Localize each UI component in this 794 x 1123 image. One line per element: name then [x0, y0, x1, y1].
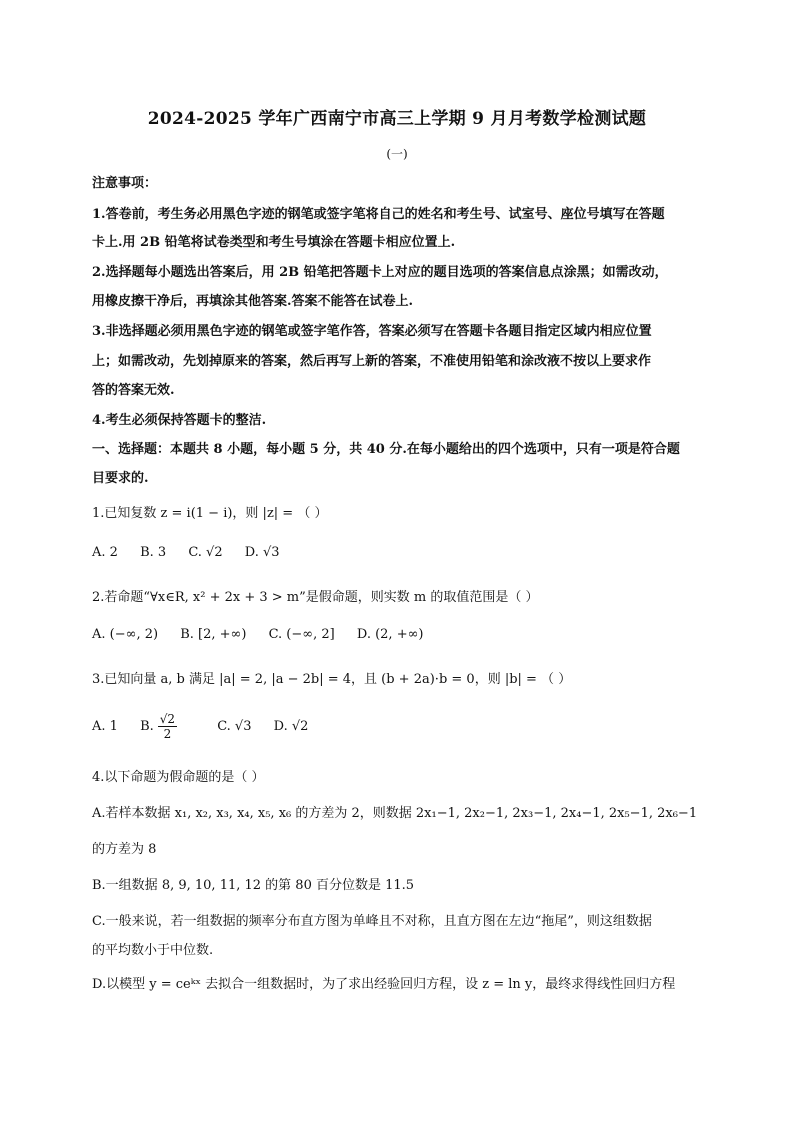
question-2-stem: 2.若命题“∀x∈R, x² + 2x + 3 > m”是假命题，则实数 m 的取值范围是（ ） — [92, 590, 539, 605]
question-3-option-b-fraction — [158, 712, 177, 741]
question-4-option-b: B.一组数据 8, 9, 10, 11, 12 的第 80 百分位数是 11.5 — [92, 878, 415, 893]
note-3-line-1: 3.非选择题必须用黑色字迹的钢笔或签字笔作答，答案必须写在答题卡各题目指定区域内相应位置 — [92, 324, 652, 339]
question-1-option-c: C. √2 — [188, 545, 223, 560]
note-1-line-2: 卡上.用 2B 铅笔将试卷类型和考生号填涂在答题卡相应位置上. — [92, 235, 456, 250]
question-3-option-b-label: B. — [140, 719, 154, 734]
question-3-options — [92, 712, 712, 741]
question-2-option-c: C. (−∞, 2] — [268, 627, 335, 642]
section-1-heading-line-1: 一、选择题：本题共 8 小题，每小题 5 分，共 40 分.在每小题给出的四个选项中，只有一项是符合题 — [92, 442, 680, 457]
question-1-option-a: A. 2 — [92, 545, 118, 560]
question-4-option-a-line-2: 的方差为 8 — [92, 842, 157, 857]
note-3-line-2: 上；如需改动，先划掉原来的答案，然后再写上新的答案，不准使用铅笔和涂改液不按以上要求作 — [92, 354, 652, 369]
question-2-option-b: B. [2, +∞) — [180, 627, 247, 642]
question-2-options — [92, 627, 712, 642]
question-2-option-a: A. (−∞, 2) — [92, 627, 159, 642]
question-3-option-d: D. √2 — [273, 719, 309, 734]
note-2-line-1: 2.选择题每小题选出答案后，用 2B 铅笔把答题卡上对应的题目选项的答案信息点涂黑；如需改动， — [92, 265, 668, 280]
question-4-option-a-line-1: A.若样本数据 x₁, x₂, x₃, x₄, x₅, x₆ 的方差为 2，则数据 2x₁−1, 2x₂−1, 2x₃−1, 2x₄−1, 2x₅−1, 2x₆−1 — [92, 806, 698, 821]
question-1-options — [92, 545, 712, 560]
page-title: 2024-2025 学年广西南宁市高三上学期 9 月月考数学检测试题 — [147, 109, 647, 129]
page-subtitle: (一) — [386, 147, 408, 161]
fraction-denominator: 2 — [163, 727, 172, 741]
note-1-line-1: 1.答卷前，考生务必用黑色字迹的钢笔或签字笔将自己的姓名和考生号、试室号、座位号填写在答题 — [92, 207, 665, 222]
note-3-line-3: 答的答案无效. — [92, 383, 175, 398]
question-1-option-b: B. 3 — [140, 545, 167, 560]
question-2-option-d: D. (2, +∞) — [356, 627, 424, 642]
question-1-stem: 1.已知复数 z = i(1 − i)，则 |z| = （ ） — [92, 506, 328, 521]
question-4-option-c-line-1: C.一般来说，若一组数据的频率分布直方图为单峰且不对称，且直方图在左边“拖尾”，则这组数据 — [92, 914, 652, 929]
note-2-line-2: 用橡皮擦干净后，再填涂其他答案.答案不能答在试卷上. — [92, 294, 414, 309]
fraction-numerator: √2 — [159, 712, 176, 726]
question-4-option-d-line-1: D.以模型 y = ceᵏˣ 去拟合一组数据时，为了求出经验回归方程，设 z = ln y，最终求得线性回归方程 — [92, 977, 676, 992]
question-3-stem: 3.已知向量 a, b 满足 |a| = 2, |a − 2b| = 4，且 (b + 2a)·b = 0，则 |b| = （ ） — [92, 672, 572, 687]
question-4-stem: 4.以下命题为假命题的是（ ） — [92, 770, 265, 785]
question-4-option-c-line-2: 的平均数小于中位数. — [92, 943, 214, 958]
notes-heading: 注意事项： — [92, 176, 158, 191]
question-3-option-c: C. √3 — [217, 719, 252, 734]
question-3-option-b — [140, 712, 199, 741]
question-1-option-d: D. √3 — [244, 545, 280, 560]
question-3-option-a: A. 1 — [92, 719, 118, 734]
note-4: 4.考生必须保持答题卡的整洁. — [92, 413, 267, 428]
section-1-heading-line-2: 目要求的. — [92, 471, 149, 486]
